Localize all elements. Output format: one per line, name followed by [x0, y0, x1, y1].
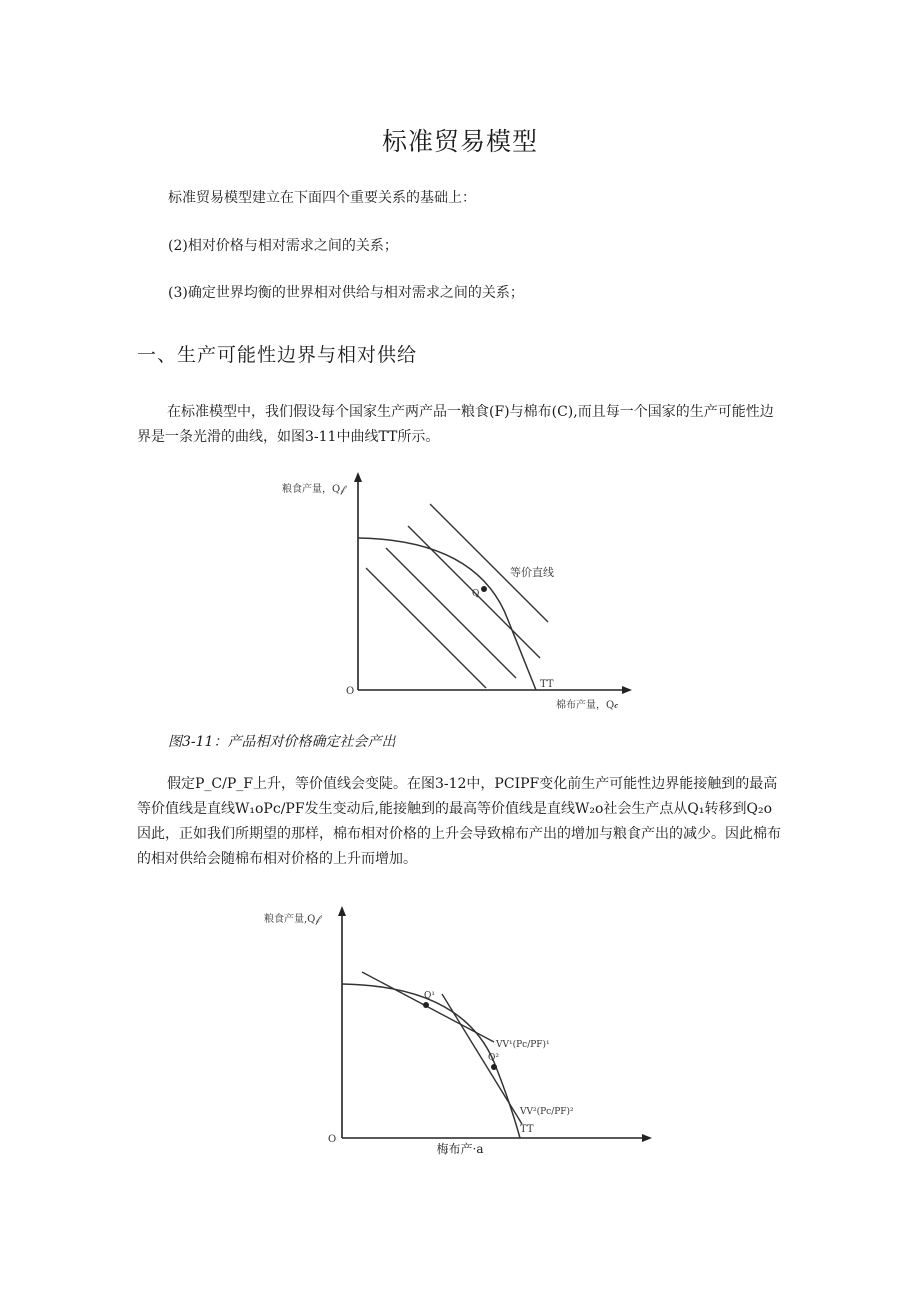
x-axis-label: 棉布产量，Q𝒸 — [556, 700, 619, 711]
production-point-q2 — [491, 1064, 497, 1070]
section-paragraph-1: 在标准模型中，我们假设每个国家生产两产品一粮食(F)与棉布(C),而且每一个国家的生产可能性边界是一条光滑的曲线，如图3-11中曲线TT所示。 — [137, 404, 774, 445]
vv2-label: VV²(Pc/PF)² — [520, 1107, 574, 1117]
isovalue-line-vv2 — [442, 994, 522, 1124]
figure-3-11-caption: 图3-11：产品相对价格确定社会产出 — [168, 734, 396, 750]
isovalue-line-4 — [430, 504, 548, 622]
point-q2-label: Q² — [488, 1053, 499, 1063]
relation-item-3: (3)确定世界均衡的世界相对供给与相对需求之间的关系； — [168, 285, 524, 301]
relation-item-2: (2)相对价格与相对需求之间的关系； — [168, 238, 398, 254]
y-axis-arrow — [338, 906, 346, 916]
origin-label: O — [328, 1134, 337, 1142]
point-q-label: Q — [472, 589, 480, 599]
isovalue-label: 等价直线 — [510, 566, 554, 579]
intro-paragraph: 标准贸易模型建立在下面四个重要关系的基础上： — [168, 190, 476, 206]
figure-3-11 — [278, 470, 633, 715]
y-axis-arrow — [354, 472, 362, 482]
vv1-label: VV¹(Pc/PF)¹ — [496, 1040, 550, 1050]
page-title: 标准贸易模型 — [381, 127, 538, 156]
y-axis-label: 粮食产量，Q𝒻 — [282, 484, 345, 495]
tt-label: TT — [540, 679, 554, 690]
x-axis-arrow — [622, 686, 632, 694]
tt-label: TT — [520, 1124, 534, 1135]
isovalue-line-2 — [386, 548, 516, 678]
y-axis-label: 粮食产量,Q𝒻 — [264, 914, 320, 925]
production-point-q — [481, 586, 487, 592]
origin-label: O — [346, 686, 355, 697]
figure-3-12 — [262, 902, 654, 1142]
figure-3-12-caption: 梅布产·a — [436, 1142, 484, 1156]
production-point-q1 — [423, 1002, 429, 1008]
section-paragraph-2: 假定P_C/P_F上升，等价值线会变陡。在图3-12中，PCIPF变化前生产可能性边界能接触到的最高等价值线是直线W₁oPc/PF发生变动后,能接触到的最高等价值线是直线W₂o社会生产点从Q₁转移到Q₂o因此，正如我们所期望的那样，棉布相对价格的上升会导致棉布产出的增加与粮食产出的减少。因此棉布的相对供给会随棉布相对价格的上升而增加。 — [137, 776, 781, 867]
ppf-curve-tt — [358, 538, 536, 690]
point-q1-label: Q¹ — [424, 991, 435, 1001]
section-heading: 一、生产可能性边界与相对供给 — [137, 344, 418, 366]
